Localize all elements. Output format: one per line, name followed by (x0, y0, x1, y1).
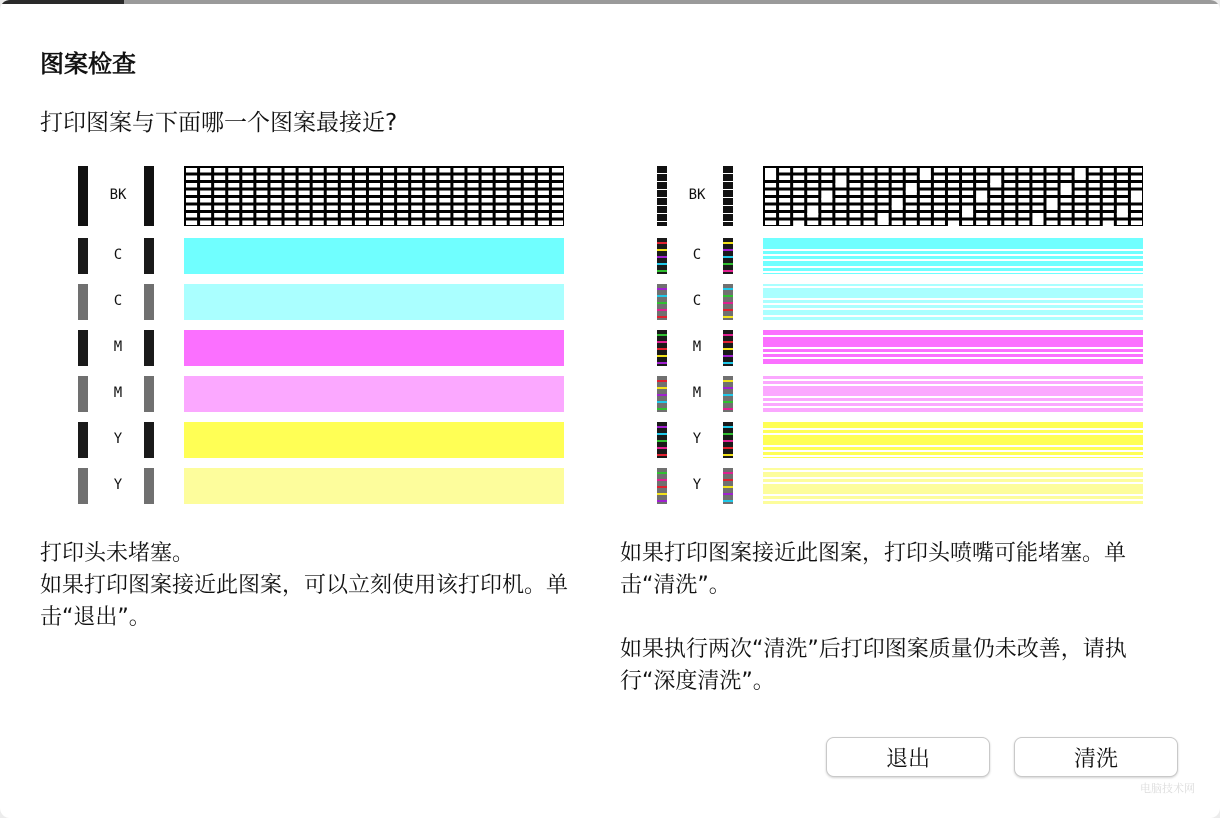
color-band (184, 284, 564, 320)
color-label: C (113, 247, 123, 263)
color-band (763, 422, 1143, 458)
pattern-row-c (78, 238, 568, 274)
color-label: BK (688, 187, 706, 203)
right-alignment-mark (723, 376, 733, 412)
color-band (763, 468, 1143, 504)
clogged-pattern-description (620, 538, 1180, 698)
color-label: Y (692, 431, 702, 447)
pattern-row-c (78, 284, 568, 320)
color-band (763, 284, 1143, 320)
color-band (184, 376, 564, 412)
pattern-row-bk (78, 166, 568, 226)
pattern-row-m (78, 330, 568, 366)
color-band (184, 422, 564, 458)
left-alignment-mark (78, 330, 88, 366)
color-label: Y (113, 431, 123, 447)
right-alignment-mark (144, 166, 154, 226)
clog-text: 如果打印图案接近此图案，打印头喷嘴可能堵塞。单击“清洗”。 (620, 541, 1127, 598)
pattern-row-m (657, 376, 1147, 412)
color-label: Y (692, 477, 702, 493)
good-pattern-description (40, 538, 580, 634)
color-band (184, 330, 564, 366)
black-grid-pattern (184, 166, 564, 226)
clean-button[interactable]: 清洗 (1014, 737, 1178, 777)
black-grid-pattern (763, 166, 1143, 226)
color-band (184, 238, 564, 274)
right-alignment-mark (723, 166, 733, 226)
no-clog-text: 打印头未堵塞。 (40, 541, 195, 566)
left-alignment-mark (78, 376, 88, 412)
right-alignment-mark (723, 284, 733, 320)
question-text: 打印图案与下面哪一个图案最接近? (40, 110, 398, 136)
left-alignment-mark (78, 238, 88, 274)
right-alignment-mark (144, 284, 154, 320)
pattern-row-c (657, 284, 1147, 320)
color-label: M (113, 385, 123, 401)
right-alignment-mark (144, 422, 154, 458)
use-printer-text: 如果打印图案接近此图案，可以立刻使用该打印机。单击“退出”。 (40, 573, 569, 630)
left-alignment-mark (657, 376, 667, 412)
right-alignment-mark (144, 468, 154, 504)
deep-clean-text: 如果执行两次“清洗”后打印图案质量仍未改善，请执行“深度清洗”。 (620, 637, 1127, 694)
exit-button[interactable]: 退出 (826, 737, 990, 777)
pattern-row-bk (657, 166, 1147, 226)
right-alignment-mark (144, 376, 154, 412)
color-label: M (692, 339, 702, 355)
right-alignment-mark (723, 422, 733, 458)
pattern-row-m (657, 330, 1147, 366)
right-alignment-mark (723, 330, 733, 366)
color-label: C (113, 293, 123, 309)
left-alignment-mark (78, 284, 88, 320)
color-band (763, 238, 1143, 274)
left-alignment-mark (657, 284, 667, 320)
window-top-edge (0, 0, 1220, 4)
right-alignment-mark (723, 468, 733, 504)
color-label: Y (113, 477, 123, 493)
left-alignment-mark (657, 166, 667, 226)
color-band (184, 468, 564, 504)
left-alignment-mark (657, 422, 667, 458)
pattern-row-y (78, 468, 568, 504)
color-band (763, 330, 1143, 366)
pattern-row-y (657, 422, 1147, 458)
right-alignment-mark (144, 238, 154, 274)
color-label: C (692, 293, 702, 309)
left-alignment-mark (78, 422, 88, 458)
right-alignment-mark (723, 238, 733, 274)
left-alignment-mark (657, 238, 667, 274)
watermark: 电脑技术网 (1140, 782, 1195, 795)
color-band (763, 376, 1143, 412)
pattern-row-m (78, 376, 568, 412)
left-alignment-mark (78, 166, 88, 226)
left-alignment-mark (657, 468, 667, 504)
right-alignment-mark (144, 330, 154, 366)
left-alignment-mark (78, 468, 88, 504)
pattern-row-y (78, 422, 568, 458)
color-label: M (113, 339, 123, 355)
pattern-row-c (657, 238, 1147, 274)
dialog-title: 图案检查 (40, 50, 136, 78)
color-label: C (692, 247, 702, 263)
color-label: BK (109, 187, 127, 203)
pattern-row-y (657, 468, 1147, 504)
color-label: M (692, 385, 702, 401)
left-alignment-mark (657, 330, 667, 366)
